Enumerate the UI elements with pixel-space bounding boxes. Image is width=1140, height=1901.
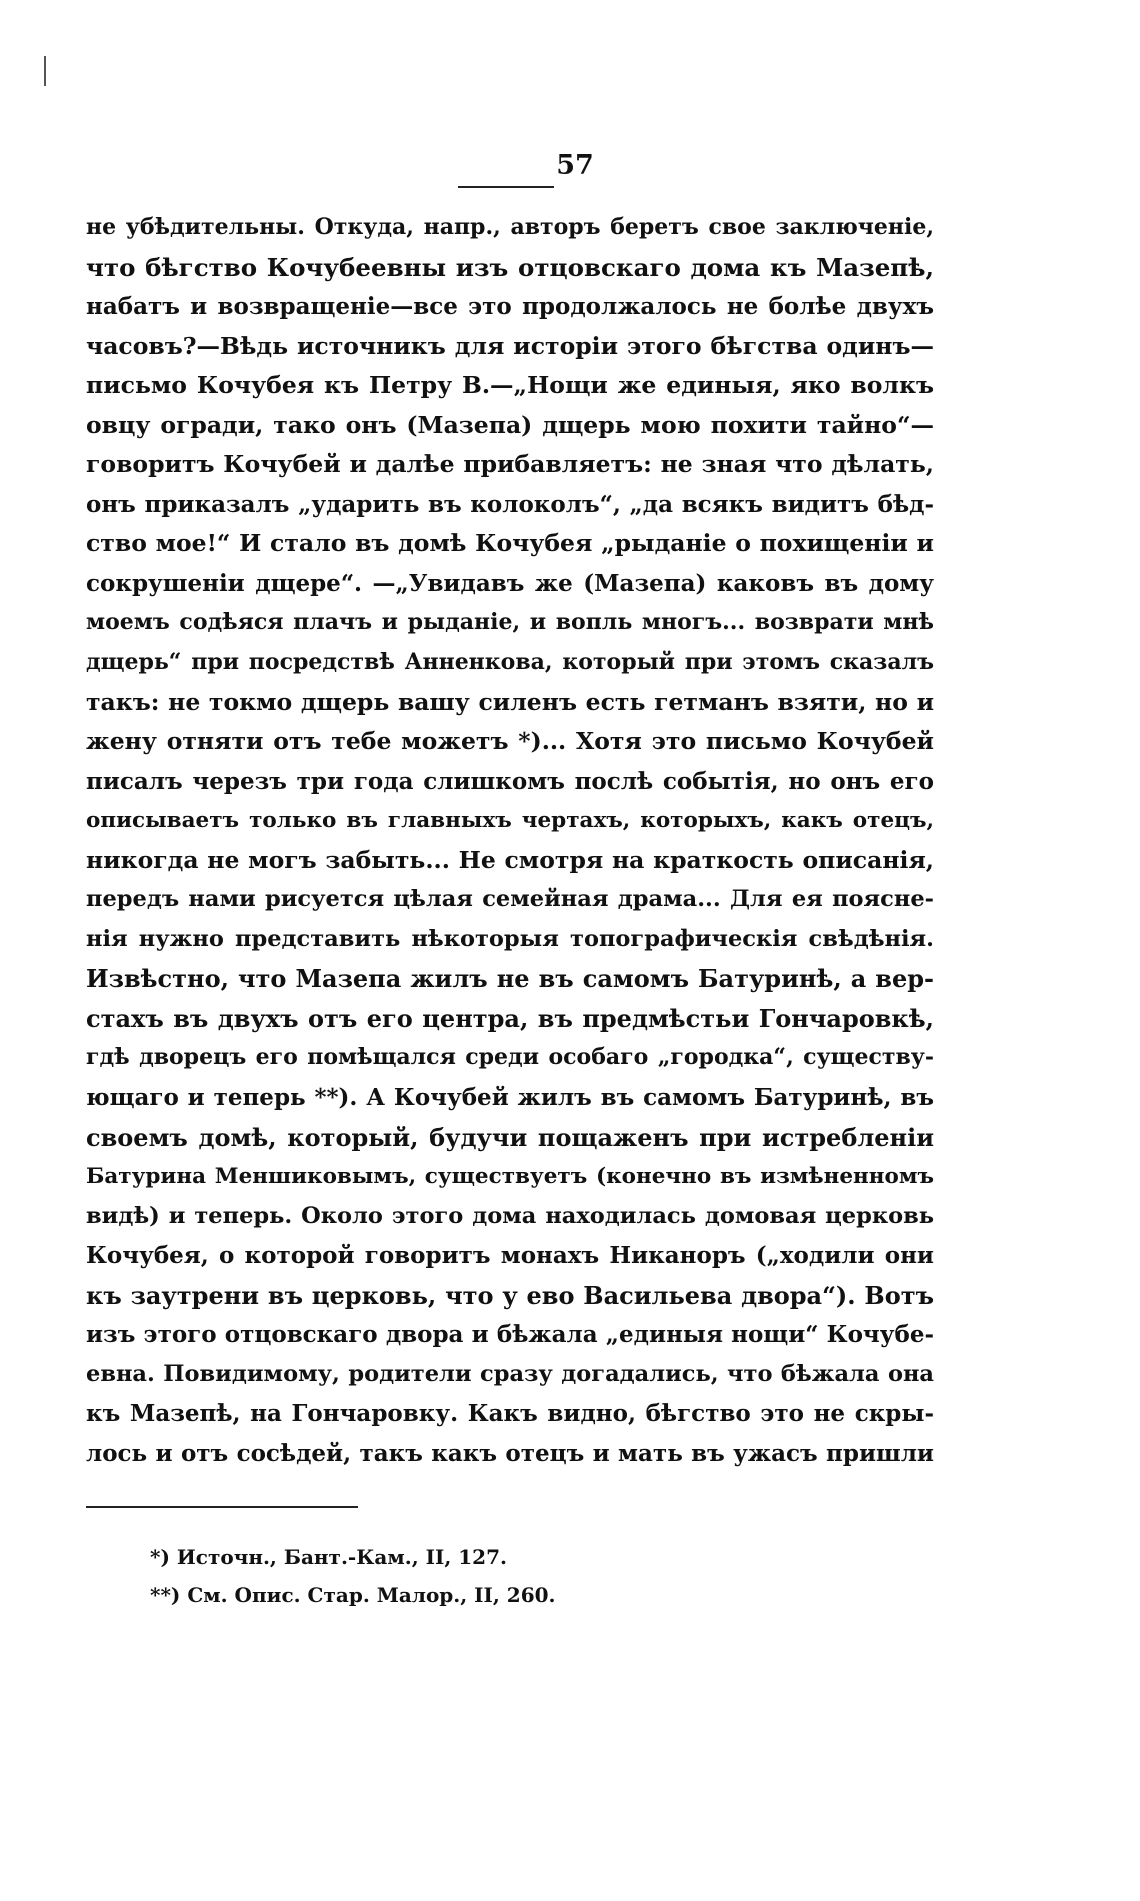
text-line: передъ нами рисуется цѣлая семейная драма... Для ея поясне- (86, 886, 934, 913)
text-line: сокрушеніи дщере“. —„Увидавъ же (Мазепа) каковъ въ дому (86, 569, 934, 597)
text-line: никогда не могъ забыть... Не смотря на краткость описанія, (86, 845, 934, 874)
text-line: часовъ?—Вѣдь источникъ для исторіи этого бѣгства одинъ— (86, 331, 934, 360)
text-line: овцу огради, тако онъ (Мазепа) дщерь мою похити тайно“— (86, 410, 934, 439)
text-line: евна. Повидимому, родители сразу догадались, что бѣжала она (86, 1360, 934, 1387)
text-line: описываетъ только въ главныхъ чертахъ, которыхъ, какъ отецъ, (86, 808, 934, 834)
text-line: къ Мазепѣ, на Гончаровку. Какъ видно, бѣгство это не скры- (86, 1400, 934, 1428)
text-line: моемъ содѣяся плачъ и рыданіе, и вопль многъ... возврати мнѣ (86, 609, 934, 636)
body-text (86, 208, 934, 1474)
text-line: къ заутрени въ церковь, что у ево Васильева двора“). Вотъ (86, 1280, 934, 1310)
text-line: Извѣстно, что Мазепа жилъ не въ самомъ Батуринѣ, а вер- (86, 964, 934, 994)
text-line: дщерь“ при посредствѣ Анненкова, который при этомъ сказалъ (86, 649, 934, 676)
text-line: не убѣдительны. Откуда, напр., авторъ беретъ свое заключеніе, (86, 214, 934, 240)
text-line: лось и отъ сосѣдей, такъ какъ отецъ и мать въ ужасъ пришли (86, 1439, 934, 1467)
text-line: видѣ) и теперь. Около этого дома находилась домовая церковь (86, 1202, 934, 1229)
margin-mark (44, 56, 46, 86)
text-line: писалъ черезъ три года слишкомъ послѣ событія, но онъ его (86, 767, 934, 795)
text-line: говоритъ Кочубей и далѣе прибавляетъ: не зная что дѣлать, (86, 450, 934, 479)
text-line: нія нужно представить нѣкоторыя топографическія свѣдѣнія. (86, 925, 934, 952)
text-line: своемъ домѣ, который, будучи пощаженъ при истребленіи (86, 1122, 934, 1152)
page-number: 57 (556, 150, 594, 181)
footnote: *) Источн., Бант.-Кам., II, 127. (150, 1545, 507, 1569)
text-line: Батурина Меншиковымъ, существуетъ (конечно въ измѣненномъ (86, 1164, 934, 1190)
text-line: стахъ въ двухъ отъ его центра, въ предмѣстьи Гончаровкѣ, (86, 1003, 934, 1033)
text-line: что бѣгство Кочубеевны изъ отцовскаго дома къ Мазепѣ, (86, 252, 934, 282)
text-line: Кочубея, о которой говоритъ монахъ Никаноръ („ходили они (86, 1242, 934, 1270)
footnote-rule (86, 1506, 358, 1508)
footnote: **) См. Опис. Стар. Малор., II, 260. (150, 1583, 556, 1607)
text-line: набатъ и возвращеніе—все это продолжалось не болѣе двухъ (86, 293, 934, 321)
page-number-rule (458, 186, 554, 188)
text-line: жену отняти отъ тебе можетъ *)... Хотя это письмо Кочубей (86, 727, 934, 756)
text-line: онъ приказалъ „ударить въ колоколъ“, „да всякъ видитъ бѣд- (86, 490, 934, 518)
text-line: изъ этого отцовскаго двора и бѣжала „единыя нощи“ Кочубе- (86, 1321, 934, 1349)
text-line: ство мое!“ И стало въ домѣ Кочубея „рыданіе о похищеніи и (86, 529, 934, 558)
text-line: такъ: не токмо дщерь вашу силенъ есть гетманъ взяти, но и (86, 687, 934, 716)
text-line: ющаго и теперь **). А Кочубей жилъ въ самомъ Батуринѣ, въ (86, 1084, 934, 1112)
text-line: гдѣ дворецъ его помѣщался среди особаго „городка“, существу- (86, 1044, 934, 1071)
text-line: письмо Кочубея къ Петру В.—„Нощи же единыя, яко волкъ (86, 371, 934, 400)
footnotes (150, 1538, 556, 1614)
